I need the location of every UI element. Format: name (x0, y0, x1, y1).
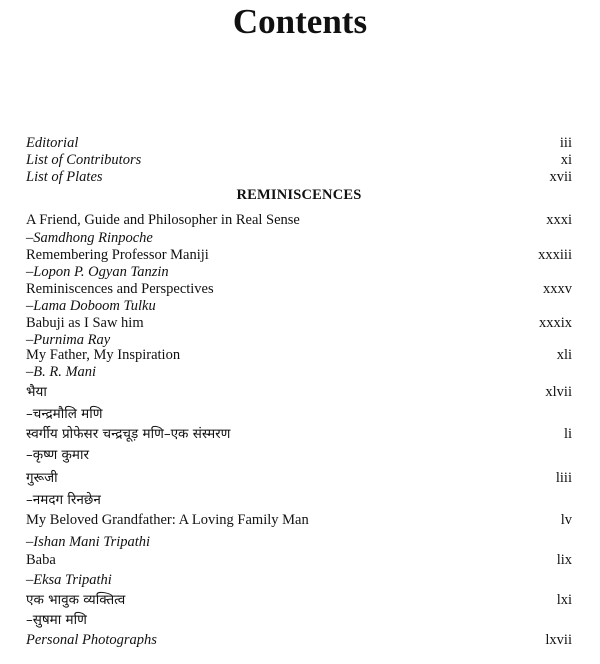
page-number: xvii (549, 169, 572, 185)
entry-title: My Father, My Inspiration (26, 347, 181, 363)
page-number: xxxi (546, 212, 572, 228)
page-number: lv (560, 512, 572, 528)
page-number: xxxv (543, 281, 572, 297)
toc-entry (26, 631, 572, 649)
entry-title: Babuji as I Saw him (26, 315, 144, 331)
entry-title: Editorial (26, 135, 79, 151)
toc-author (26, 611, 572, 629)
entry-title: –Lama Doboom Tulku (26, 298, 156, 314)
toc-author (26, 446, 572, 464)
entry-title: REMINISCENCES (236, 187, 362, 203)
entry-title: –Eksa Tripathi (26, 572, 112, 588)
entry-title: My Beloved Grandfather: A Loving Family Man (26, 512, 309, 528)
entry-title: भैया (26, 384, 47, 400)
toc-author (26, 263, 572, 281)
toc-entry (26, 511, 572, 529)
page-number: li (563, 426, 572, 442)
page-number: lix (556, 552, 572, 568)
entry-title: स्वर्गीय प्रोफेसर चन्द्रचूड़ मणि–एक संस्मरण (26, 426, 231, 442)
toc-author (26, 405, 572, 423)
page-number: xxxix (538, 315, 572, 331)
toc-author (26, 533, 572, 551)
page-number: lxi (556, 592, 572, 608)
toc-entry (26, 280, 572, 298)
toc-entry (26, 425, 572, 443)
entry-title: Baba (26, 552, 56, 568)
toc-entry (26, 246, 572, 264)
entry-title: Remembering Professor Maniji (26, 247, 209, 263)
page-title: Contents (232, 2, 368, 41)
page-number: xlvii (545, 384, 572, 400)
toc-entry (26, 134, 572, 152)
entry-title: –Ishan Mani Tripathi (26, 534, 151, 550)
entry-title: –कृष्ण कुमार (26, 447, 89, 463)
page-number: lxvii (545, 632, 572, 648)
toc-entry (26, 591, 572, 609)
entry-title: –सुषमा मणि (26, 612, 87, 628)
entry-title: –Lopon P. Ogyan Tanzin (26, 264, 169, 280)
entry-title: एक भावुक व्यक्तित्व (26, 592, 126, 608)
toc-entry (26, 151, 572, 169)
toc-author (26, 297, 572, 315)
toc-entry (26, 551, 572, 569)
entry-title: –Purnima Ray (26, 332, 111, 348)
entry-title: Personal Photographs (26, 632, 157, 648)
entry-title: –Samdhong Rinpoche (26, 230, 153, 246)
entry-title: List of Plates (26, 169, 103, 185)
toc-entry (26, 383, 572, 401)
toc-entry (26, 314, 572, 332)
toc-author (26, 229, 572, 247)
entry-title: –B. R. Mani (26, 364, 97, 380)
entry-title: –चन्द्रमौलि मणि (26, 406, 103, 422)
entry-title: A Friend, Guide and Philosopher in Real Sense (26, 212, 300, 228)
toc-entry (26, 346, 572, 364)
toc-entry (26, 168, 572, 186)
page-number: liii (555, 470, 572, 486)
entry-title: List of Contributors (26, 152, 142, 168)
page-number: xi (560, 152, 572, 168)
toc-author (26, 491, 572, 509)
toc-author (26, 571, 572, 589)
entry-title: गुरूजी (26, 470, 58, 486)
toc-entry (26, 211, 572, 229)
page-number: xxxiii (538, 247, 572, 263)
section-heading (26, 186, 572, 204)
page-number: iii (559, 135, 572, 151)
entry-title: –नमदग रिनछेन (26, 492, 101, 508)
entry-title: Reminiscences and Perspectives (26, 281, 214, 297)
toc-author (26, 363, 572, 381)
toc-entry (26, 469, 572, 487)
page-number: xli (556, 347, 572, 363)
